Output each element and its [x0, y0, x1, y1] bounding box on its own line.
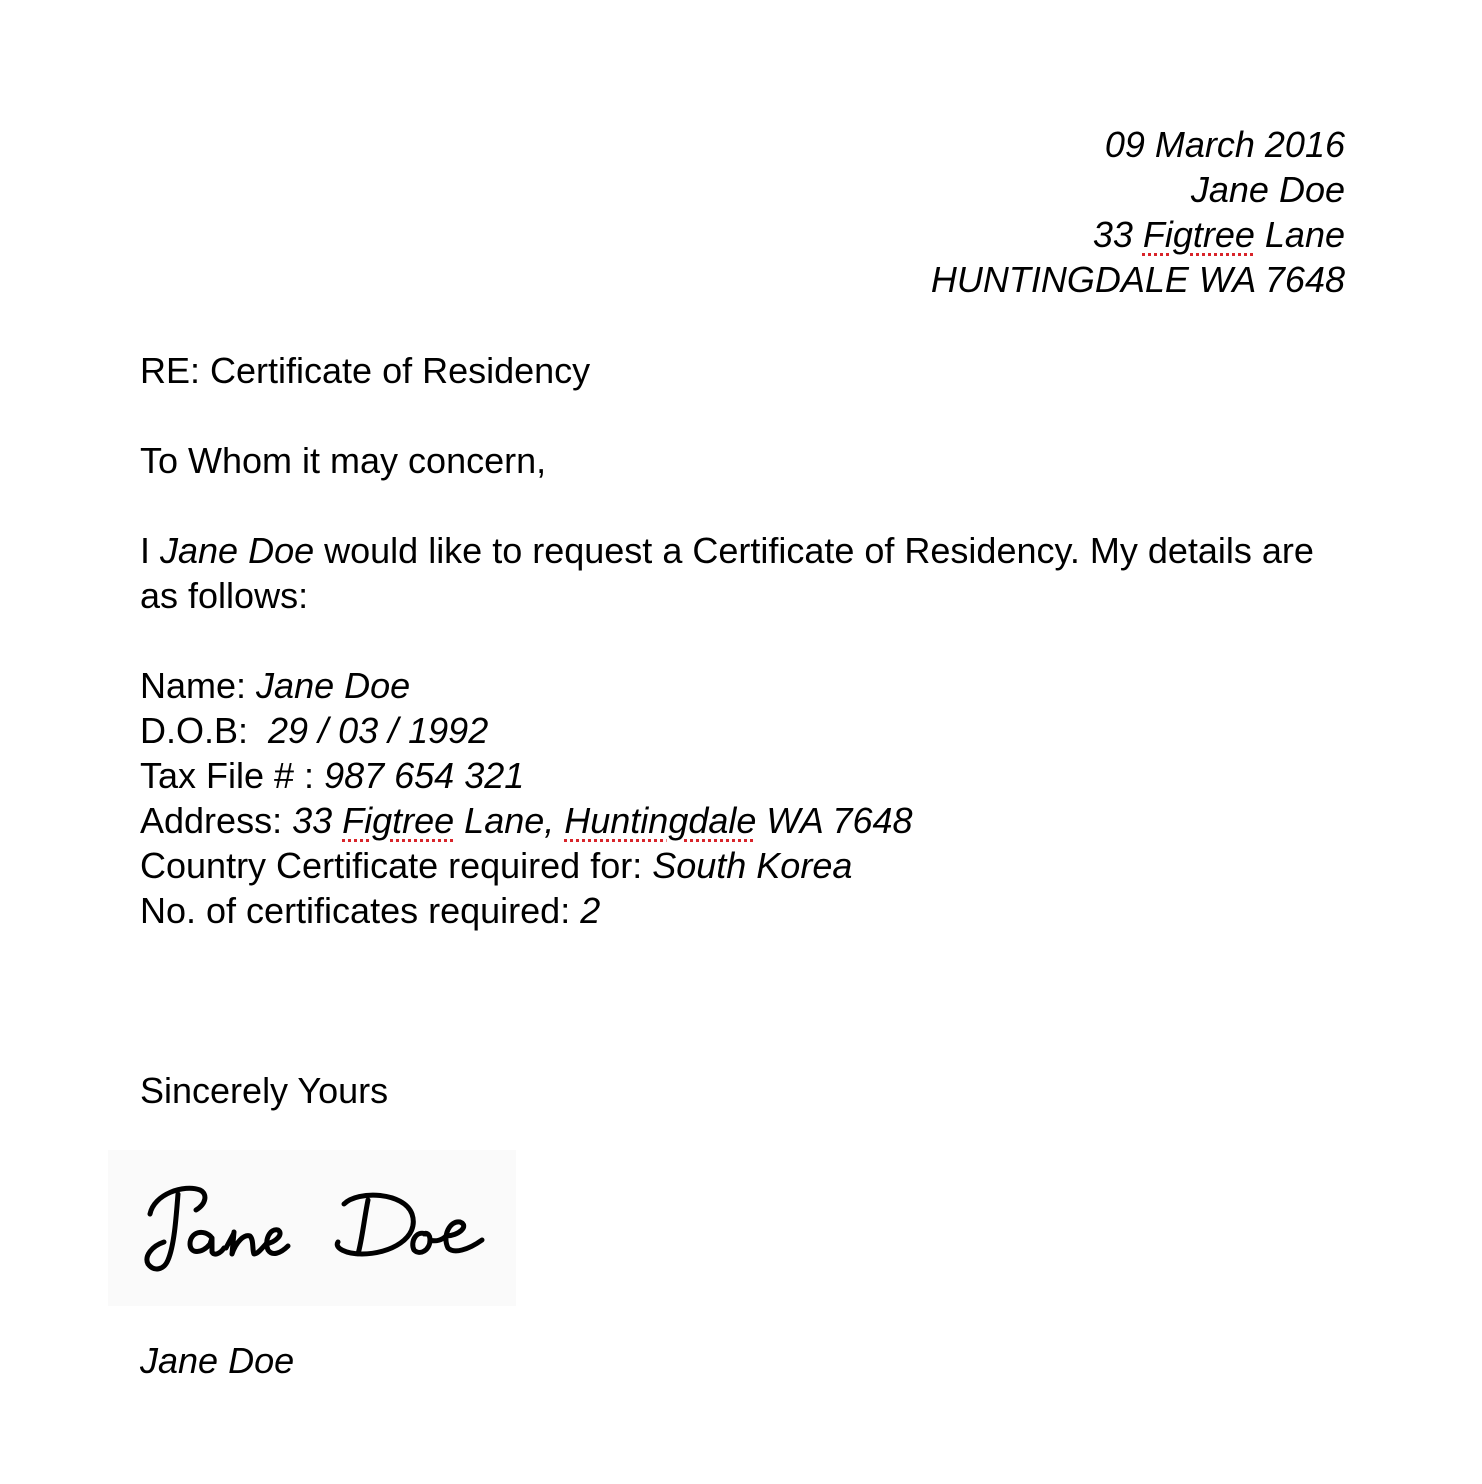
detail-name [140, 663, 913, 708]
detail-label: Tax File # : [140, 755, 325, 796]
detail-tax-file [140, 753, 913, 798]
letter-date: 09 March 2016 [1104, 124, 1345, 165]
request-prefix: I [140, 530, 161, 571]
sender-name: Jane Doe [1190, 169, 1345, 210]
detail-value: 33 [292, 800, 343, 841]
detail-address [140, 798, 913, 843]
request-text: would like to request a Certificate of Residency. My details are as follows: [140, 530, 1314, 616]
detail-certificate-count [140, 888, 913, 933]
detail-value: Lane, [454, 800, 565, 841]
handwritten-signature [108, 1150, 516, 1306]
detail-label: Address: [140, 800, 293, 841]
detail-value: 29 / 03 / 1992 [268, 710, 489, 751]
detail-value: South Korea [652, 845, 853, 886]
sender-street [931, 212, 1345, 257]
sender-city: HUNTINGDALE WA 7648 [930, 259, 1345, 300]
street-name-misspelled: Figtree [1142, 214, 1255, 255]
street-number: 33 [1092, 214, 1143, 255]
detail-country [140, 843, 913, 888]
detail-label: No. of certificates required: [140, 890, 581, 931]
subject-line: RE: Certificate of Residency [140, 350, 591, 391]
detail-label: D.O.B: [140, 710, 269, 751]
detail-value-misspelled: Huntingdale [564, 800, 757, 841]
request-name: Jane Doe [160, 530, 315, 571]
signed-name: Jane Doe [140, 1340, 295, 1381]
detail-label: Country Certificate required for: [140, 845, 653, 886]
detail-dob [140, 708, 913, 753]
request-paragraph [140, 528, 1340, 618]
detail-value: 987 654 321 [324, 755, 525, 796]
closing: Sincerely Yours [140, 1070, 389, 1111]
salutation: To Whom it may concern, [140, 440, 547, 481]
detail-value-misspelled: Figtree [342, 800, 455, 841]
detail-value: Jane Doe [256, 665, 411, 706]
sender-header [931, 122, 1345, 302]
street-suffix: Lane [1254, 214, 1345, 255]
detail-label: Name: [140, 665, 257, 706]
detail-value: WA 7648 [756, 800, 913, 841]
details-list [140, 663, 913, 933]
signature-image [108, 1150, 516, 1306]
detail-value: 2 [580, 890, 601, 931]
